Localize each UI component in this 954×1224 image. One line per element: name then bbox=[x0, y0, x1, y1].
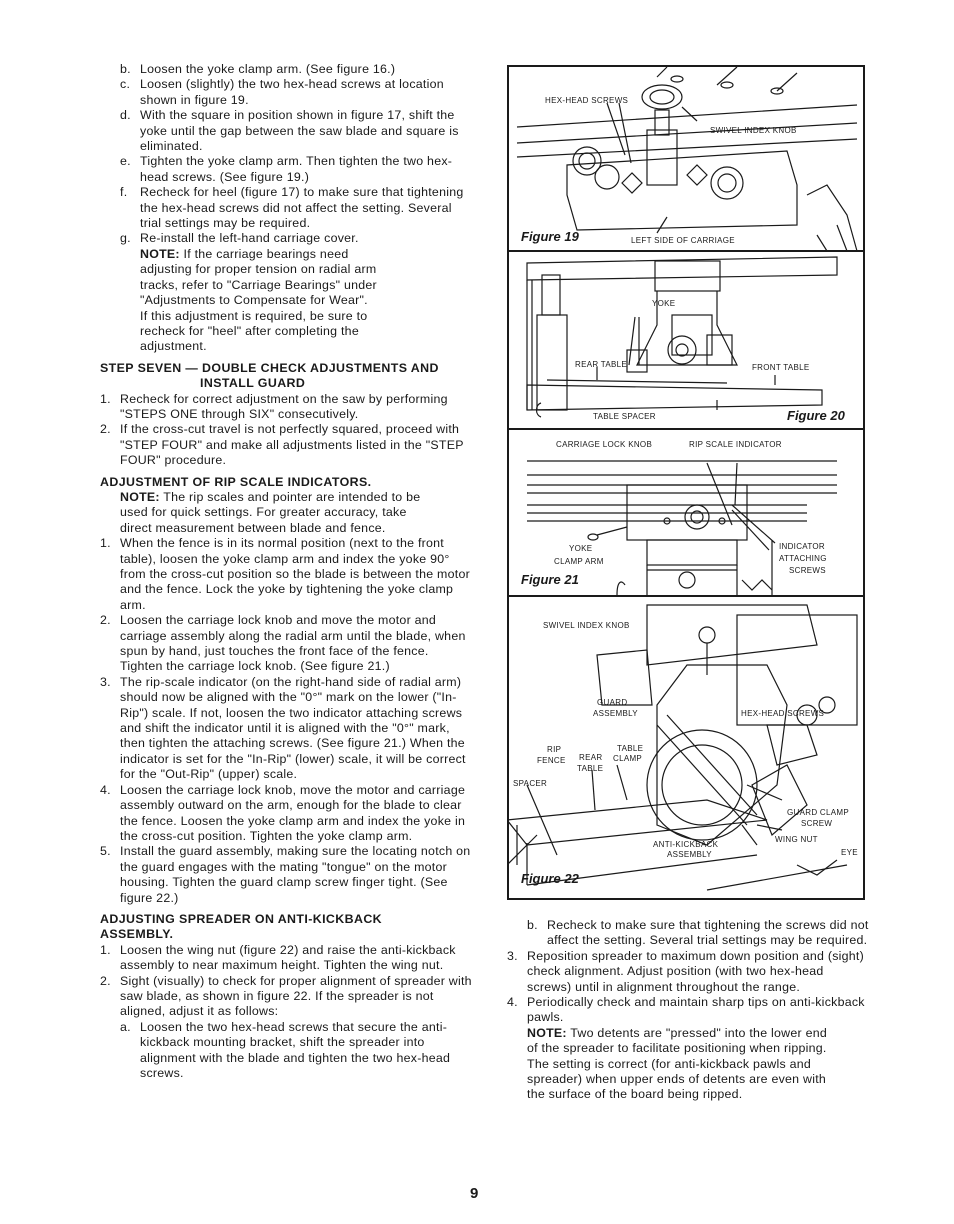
fig22-label-screw: SCREW bbox=[801, 819, 833, 828]
step-marker: e. bbox=[120, 154, 131, 169]
step-text: Loosen the wing nut (figure 22) and raise the anti-kickback assembly to near maximum height. Tighten the wing nut. bbox=[120, 942, 456, 973]
step-text: Loosen the carriage lock knob and move the motor and carriage assembly along the radial arm until the blade, when spun by hand, just touches the front face of the fence. Tighten the carriage lock knob. (See figure 21.) bbox=[120, 613, 466, 674]
rip-step-2 bbox=[100, 613, 472, 675]
rip-step-5 bbox=[100, 844, 472, 906]
spreader-step-4 bbox=[507, 995, 869, 1026]
step-c bbox=[100, 77, 472, 108]
step-marker: g. bbox=[120, 231, 131, 246]
fig22-label-eye: EYE bbox=[841, 848, 858, 857]
step-text: If the cross-cut travel is not perfectly squared, proceed with "STEP FOUR" and make all adjustments listed in the "STEP FOUR" procedure. bbox=[120, 422, 464, 468]
figures-svg bbox=[507, 65, 865, 901]
note-text: If the carriage bearings need adjusting for proper tension on radial arm tracks, refer to "Carriage Bearings" under "Adjustments to Compensate for Wear". If this adjustment is required, be sure to recheck for "heel" after completing the adjustment. bbox=[140, 246, 377, 354]
step-marker: 4. bbox=[100, 782, 111, 797]
note-label: NOTE: bbox=[140, 246, 180, 261]
fig21-label-screws: SCREWS bbox=[789, 566, 826, 575]
heading-line: ADJUSTING SPREADER ON ANTI-KICKBACK bbox=[100, 911, 383, 926]
fig19-caption: Figure 19 bbox=[521, 229, 579, 244]
fig22-label-spacer: SPACER bbox=[513, 779, 548, 788]
step-text: When the fence is in its normal position (next to the front table), loosen the yoke clamp arm and index the yoke 90° from the cross-cut position so the blade is between the motor and the fence. Lock the yoke by tightening the yoke clamp arm. bbox=[120, 536, 470, 612]
step-text: Reposition spreader to maximum down position and (sight) check alignment. Adjust position (with two hex-head screws) until in alignment throughout the range. bbox=[527, 948, 865, 994]
fig22-label-assembly: ASSEMBLY bbox=[593, 709, 638, 718]
rip-step-4 bbox=[100, 783, 472, 845]
step-text: The rip-scale indicator (on the right-hand side of radial arm) should now be aligned with the "0°" mark on the lower ("In-Rip") scale. If not, loosen the two indicator attaching screws and shift the indicator until it is aligned with the "0°" mark, then tighten the attaching screws. (See figure 21.) When the indicator is set for the "In-Rip" (lower) scale, it will be correct for the "Out-Rip" (upper) scale. bbox=[120, 674, 466, 782]
heading-line: INSTALL GUARD bbox=[200, 376, 306, 391]
fig22-label-anti-kickback: ANTI-KICKBACK bbox=[653, 840, 719, 849]
fig19-label-hex-head-screws: HEX-HEAD SCREWS bbox=[545, 96, 629, 105]
step-text: Recheck for heel (figure 17) to make sure that tightening the hex-head screws did not affect the setting. Several trial settings may be required. bbox=[140, 185, 464, 231]
step-text: Loosen the carriage lock knob, move the motor and carriage assembly outward on the arm, enough for the blade to clear the fence. Loosen the yoke clamp arm and index the yoke in the cross-cut position. Tighten the yoke clamp arm. bbox=[120, 782, 466, 843]
step-marker: a. bbox=[120, 1019, 131, 1034]
rip-step-3 bbox=[100, 675, 472, 783]
fig21-caption: Figure 21 bbox=[521, 572, 579, 587]
fig20-label-table-spacer: TABLE SPACER bbox=[593, 412, 656, 421]
fig22-label-table-clamp-table: TABLE bbox=[617, 744, 644, 753]
step-text: Install the guard assembly, making sure the locating notch on the guard engages with the mating "tongue" on the motor housing. Tighten the guard clamp screw finger tight. (See figure 22.) bbox=[120, 844, 471, 905]
fig20-label-front-table: FRONT TABLE bbox=[752, 363, 810, 372]
heading-line: ASSEMBLY. bbox=[100, 927, 174, 942]
step-marker: c. bbox=[120, 77, 131, 92]
fig22-label-wing-nut: WING NUT bbox=[775, 835, 818, 844]
step-marker: 5. bbox=[100, 844, 111, 859]
fig22-label-fence: FENCE bbox=[537, 756, 566, 765]
step-seven-2 bbox=[100, 422, 472, 468]
step-marker: 1. bbox=[100, 536, 111, 551]
step-marker: b. bbox=[120, 62, 131, 76]
fig20-caption: Figure 20 bbox=[787, 408, 845, 423]
fig22-label-guard: GUARD bbox=[597, 698, 628, 707]
fig22-label-swivel-index-knob: SWIVEL INDEX KNOB bbox=[543, 621, 630, 630]
step-text: Re-install the left-hand carriage cover. bbox=[140, 231, 359, 246]
fig21-label-rip-scale-indicator: RIP SCALE INDICATOR bbox=[689, 440, 782, 449]
heading-step-seven bbox=[100, 361, 472, 392]
rip-step-1 bbox=[100, 536, 472, 613]
step-marker: f. bbox=[120, 185, 128, 200]
heading-line: STEP SEVEN — DOUBLE CHECK ADJUSTMENTS AND bbox=[100, 360, 439, 375]
heading-rip-scale: ADJUSTMENT OF RIP SCALE INDICATORS. bbox=[100, 474, 372, 489]
note-label: NOTE: bbox=[527, 1025, 567, 1040]
step-marker: 2. bbox=[100, 613, 111, 628]
step-text: With the square in position shown in figure 17, shift the yoke until the gap between the saw blade and square is eliminated. bbox=[140, 108, 459, 154]
note-carriage-bearings bbox=[100, 247, 472, 355]
fig22-label-table: TABLE bbox=[577, 764, 604, 773]
step-marker: b. bbox=[527, 918, 538, 932]
step-text: Periodically check and maintain sharp tips on anti-kickback pawls. bbox=[527, 995, 865, 1025]
fig22-label-guard-clamp: GUARD CLAMP bbox=[787, 808, 849, 817]
step-e bbox=[100, 154, 472, 185]
fig22-label-rip: RIP bbox=[547, 745, 562, 754]
step-b bbox=[100, 62, 472, 77]
spreader-step-1 bbox=[100, 943, 472, 974]
spreader-step-3 bbox=[507, 949, 869, 995]
fig21-label-indicator: INDICATOR bbox=[779, 542, 825, 551]
step-marker: 1. bbox=[100, 942, 111, 957]
fig21-label-attaching: ATTACHING bbox=[779, 554, 827, 563]
step-g bbox=[100, 231, 472, 246]
fig22-label-rear: REAR bbox=[579, 753, 603, 762]
step-marker: d. bbox=[120, 108, 131, 123]
fig20-drawing bbox=[527, 257, 837, 417]
figures-panel bbox=[507, 65, 865, 901]
left-column bbox=[100, 62, 472, 1081]
note-text: Two detents are "pressed" into the lower end of the spreader to facilitate positioning when ripping. The setting is correct (for anti-kickback pawls and spreader) when upper ends of detents are even with the surface of the board being ripped. bbox=[527, 1025, 828, 1102]
step-seven-1 bbox=[100, 392, 472, 423]
fig22-caption: Figure 22 bbox=[521, 871, 579, 886]
spreader-step-2b bbox=[507, 918, 869, 949]
fig19-drawing bbox=[517, 67, 857, 251]
fig21-label-carriage-lock-knob: CARRIAGE LOCK KNOB bbox=[556, 440, 653, 449]
fig21-label-clamp-arm: CLAMP ARM bbox=[554, 557, 604, 566]
fig22-label-clamp: CLAMP bbox=[613, 754, 643, 763]
note-rip-scales bbox=[100, 490, 472, 536]
step-marker: 1. bbox=[100, 391, 111, 406]
step-text: Recheck to make sure that tightening the screws did not affect the setting. Several trial settings may be required. bbox=[547, 918, 869, 948]
fig20-label-yoke: YOKE bbox=[652, 299, 676, 308]
step-marker: 4. bbox=[507, 995, 518, 1010]
page-number: 9 bbox=[470, 1185, 479, 1202]
step-marker: 2. bbox=[100, 422, 111, 437]
right-column bbox=[507, 918, 869, 1103]
step-marker: 3. bbox=[100, 674, 111, 689]
fig22-label-assembly-2: ASSEMBLY bbox=[667, 850, 712, 859]
step-text: Loosen (slightly) the two hex-head screws at location shown in figure 19. bbox=[140, 77, 444, 107]
spreader-step-2 bbox=[100, 974, 472, 1020]
fig19-label-swivel-index-knob: SWIVEL INDEX KNOB bbox=[710, 126, 797, 135]
step-text: Recheck for correct adjustment on the saw by performing "STEPS ONE through SIX" consecutively. bbox=[120, 391, 448, 421]
fig19-label-left-side: LEFT SIDE OF CARRIAGE bbox=[631, 236, 735, 245]
note-label: NOTE: bbox=[120, 489, 160, 504]
step-marker: 2. bbox=[100, 973, 111, 988]
step-f bbox=[100, 185, 472, 231]
heading-spreader bbox=[100, 912, 472, 943]
note-text: The rip scales and pointer are intended to be used for quick settings. For greater accuracy, take direct measurement between blade and fence. bbox=[120, 489, 421, 535]
note-detents bbox=[507, 1026, 869, 1103]
fig20-label-rear-table: REAR TABLE bbox=[575, 360, 628, 369]
spreader-step-2a bbox=[100, 1020, 472, 1082]
step-text: Loosen the two hex-head screws that secure the anti-kickback mounting bracket, shift the spreader into alignment with the blade and tighten the two hex-head screws. bbox=[140, 1019, 451, 1080]
fig22-label-hex-head-screws: HEX-HEAD SCREWS bbox=[741, 709, 825, 718]
step-d bbox=[100, 108, 472, 154]
step-text: Loosen the yoke clamp arm. (See figure 16.) bbox=[140, 62, 396, 76]
fig21-label-yoke: YOKE bbox=[569, 544, 593, 553]
step-text: Tighten the yoke clamp arm. Then tighten the two hex-head screws. (See figure 19.) bbox=[140, 154, 453, 184]
figures-frame bbox=[508, 66, 864, 899]
step-marker: 3. bbox=[507, 948, 518, 963]
step-text: Sight (visually) to check for proper alignment of spreader with saw blade, as shown in figure 22. If the spreader is not aligned, adjust it as follows: bbox=[120, 973, 472, 1019]
